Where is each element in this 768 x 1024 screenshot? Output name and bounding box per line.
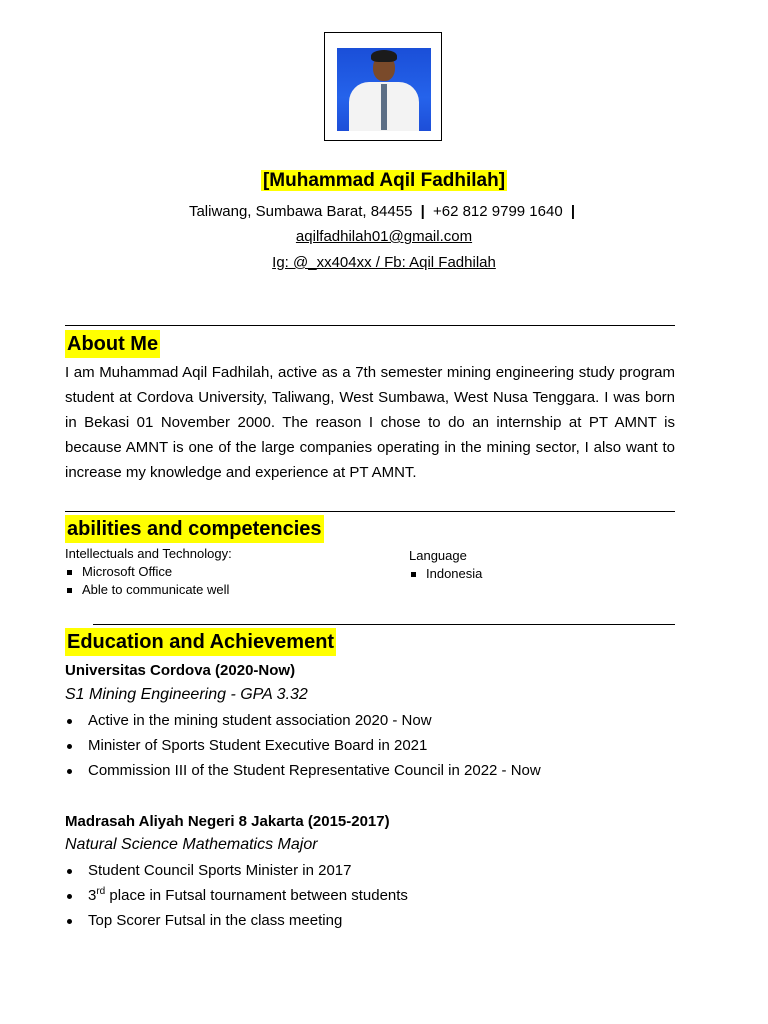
contact-line xyxy=(0,203,768,220)
hair xyxy=(371,50,397,62)
school-name: Universitas Cordova (2020-Now) xyxy=(65,662,296,679)
divider xyxy=(65,325,675,326)
divider xyxy=(65,511,675,512)
degree: S1 Mining Engineering - GPA 3.32 xyxy=(65,686,308,703)
achievement-list xyxy=(65,708,541,783)
list-item: Active in the mining student association 2020 - Now xyxy=(65,708,541,733)
separator: | xyxy=(420,203,425,220)
list-item: Top Scorer Futsal in the class meeting xyxy=(65,908,408,933)
social-link[interactable]: Ig: @_xx404xx / Fb: Aqil Fadhilah xyxy=(272,254,496,271)
social-line xyxy=(0,254,768,271)
list-item: Able to communicate well xyxy=(65,581,232,599)
list-item: Minister of Sports Student Executive Board in 2021 xyxy=(65,733,541,758)
abilities-heading: abilities and competencies xyxy=(65,515,324,543)
separator: | xyxy=(570,203,576,220)
language-skills xyxy=(409,547,482,583)
profile-photo-frame xyxy=(324,32,442,141)
tie xyxy=(381,84,387,130)
about-text: I am Muhammad Aqil Fadhilah, active as a 7th semester mining engineering study program student at Cordova University, Taliwang, West Sumbawa, West Nusa Tenggara. I was born in Bekasi 01 November 2000. The reason I chose to do an internship at PT AMNT is because AMNT is one of the large companies operating in the mining sector, I also want to increase my knowledge and experience at PT AMNT. xyxy=(65,364,675,481)
ordinal-number: 3 xyxy=(88,887,97,904)
school-name: Madrasah Aliyah Negeri 8 Jakarta (2015-2017) xyxy=(65,813,390,830)
tech-title: Intellectuals and Technology: xyxy=(65,546,232,561)
about-heading: About Me xyxy=(65,330,160,358)
divider xyxy=(93,624,675,625)
email-link[interactable]: aqilfadhilah01@gmail.com xyxy=(295,228,473,245)
list-item: Indonesia xyxy=(409,565,482,583)
achievement-list xyxy=(65,858,408,933)
list-item xyxy=(65,883,408,908)
profile-photo xyxy=(337,48,431,131)
address: Taliwang, Sumbawa Barat, 84455 xyxy=(188,203,413,220)
email-line xyxy=(0,228,768,245)
education-heading: Education and Achievement xyxy=(65,628,336,656)
list-item: Commission III of the Student Representative Council in 2022 - Now xyxy=(65,758,541,783)
language-title: Language xyxy=(409,548,467,563)
degree: Natural Science Mathematics Major xyxy=(65,836,318,853)
candidate-name: [Muhammad Aqil Fadhilah] xyxy=(262,170,506,191)
phone: +62 812 9799 1640 xyxy=(432,203,563,220)
list-item: Student Council Sports Minister in 2017 xyxy=(65,858,408,883)
list-item-text: place in Futsal tournament between students xyxy=(109,887,408,904)
tech-skills xyxy=(65,545,232,599)
list-item: Microsoft Office xyxy=(65,563,232,581)
ordinal-suffix: rd xyxy=(96,886,106,897)
